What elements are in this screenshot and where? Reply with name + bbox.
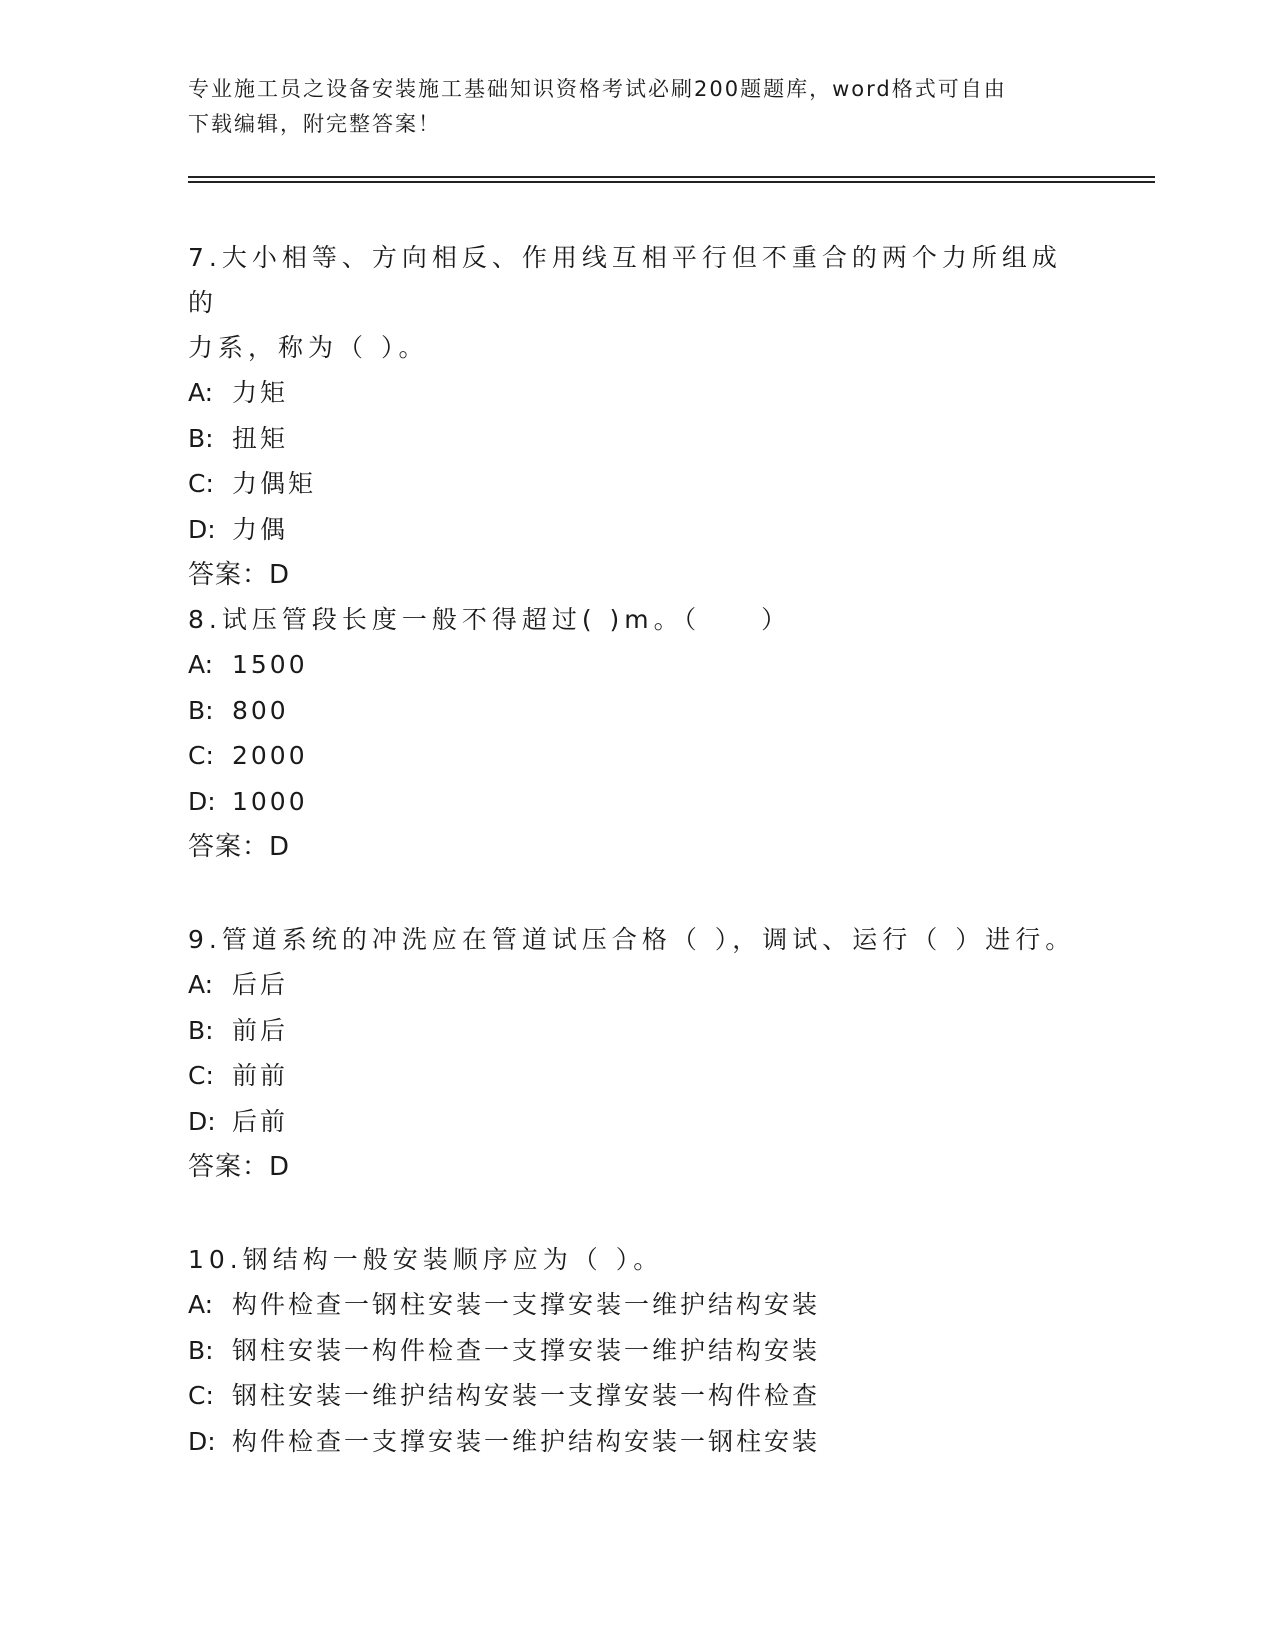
- question-stem-line: 10.钢结构一般安装顺序应为（ ）。: [188, 1245, 664, 1274]
- option-b: [188, 1008, 1088, 1054]
- header-divider-top: [188, 176, 1155, 178]
- option-text: 钢柱安装一维护结构安装一支撑安装一构件检查: [232, 1381, 821, 1410]
- document-header: [188, 72, 1088, 142]
- option-text: 构件检查一钢柱安装一支撑安装一维护结构安装: [232, 1290, 821, 1319]
- option-text: 1500: [232, 650, 308, 679]
- option-letter: C:: [188, 1061, 214, 1090]
- header-line-2: 下载编辑，附完整答案！: [188, 112, 441, 136]
- option-letter: D:: [188, 514, 216, 544]
- question-stem-line: 8.试压管段长度一般不得超过( )m。（ ）: [188, 605, 792, 634]
- question-8: [188, 597, 1088, 870]
- header-divider-bottom: [188, 181, 1155, 183]
- option-d: [188, 1419, 1088, 1465]
- header-line-1: 专业施工员之设备安装施工基础知识资格考试必刷200题题库，word格式可自由: [188, 77, 1007, 101]
- question-10: [188, 1237, 1088, 1464]
- option-letter: A:: [188, 378, 214, 407]
- option-text: 力矩: [232, 378, 289, 407]
- option-text: 后前: [232, 1106, 289, 1136]
- option-b: [188, 688, 1088, 734]
- option-text: 2000: [232, 741, 308, 770]
- option-c: [188, 1373, 1088, 1419]
- option-text: 力偶矩: [232, 469, 317, 498]
- option-letter: B:: [188, 1335, 214, 1365]
- option-a: [188, 1282, 1088, 1328]
- option-letter: C:: [188, 741, 214, 770]
- option-letter: D:: [188, 786, 216, 816]
- question-stem-line: 7.大小相等、方向相反、作用线互相平行但不重合的两个力所组成的: [188, 243, 1062, 317]
- question-stem-line: 9.管道系统的冲洗应在管道试压合格（ ），调试、运行（ ）进行。: [188, 925, 1076, 954]
- option-letter: D:: [188, 1106, 216, 1136]
- option-text: 800: [232, 695, 289, 725]
- option-d: [188, 507, 1088, 553]
- answer: 答案：D: [188, 1152, 291, 1182]
- option-letter: A:: [188, 970, 214, 999]
- option-letter: B:: [188, 423, 214, 453]
- option-d: [188, 1099, 1088, 1145]
- option-letter: B:: [188, 695, 214, 725]
- option-c: [188, 733, 1088, 779]
- option-letter: C:: [188, 1381, 214, 1410]
- answer: 答案：D: [188, 832, 291, 862]
- option-text: 力偶: [232, 514, 289, 544]
- option-text: 前前: [232, 1061, 289, 1090]
- option-letter: C:: [188, 469, 214, 498]
- option-text: 钢柱安装一构件检查一支撑安装一维护结构安装: [232, 1335, 821, 1365]
- option-text: 1000: [232, 786, 308, 816]
- option-d: [188, 779, 1088, 825]
- answer: 答案：D: [188, 560, 291, 590]
- option-letter: A:: [188, 650, 214, 679]
- option-letter: A:: [188, 1290, 214, 1319]
- question-stem-line: 力系，称为（ ）。: [188, 333, 429, 362]
- option-c: [188, 1053, 1088, 1099]
- option-b: [188, 416, 1088, 462]
- option-a: [188, 370, 1088, 416]
- option-letter: D:: [188, 1426, 216, 1456]
- option-text: 扭矩: [232, 423, 289, 453]
- option-letter: B:: [188, 1015, 214, 1045]
- option-a: [188, 962, 1088, 1008]
- option-text: 前后: [232, 1015, 289, 1045]
- option-text: 构件检查一支撑安装一维护结构安装一钢柱安装: [232, 1426, 821, 1456]
- question-9: [188, 917, 1088, 1190]
- option-b: [188, 1328, 1088, 1374]
- option-c: [188, 461, 1088, 507]
- question-7: [188, 235, 1088, 598]
- option-text: 后后: [232, 970, 289, 999]
- option-a: [188, 642, 1088, 688]
